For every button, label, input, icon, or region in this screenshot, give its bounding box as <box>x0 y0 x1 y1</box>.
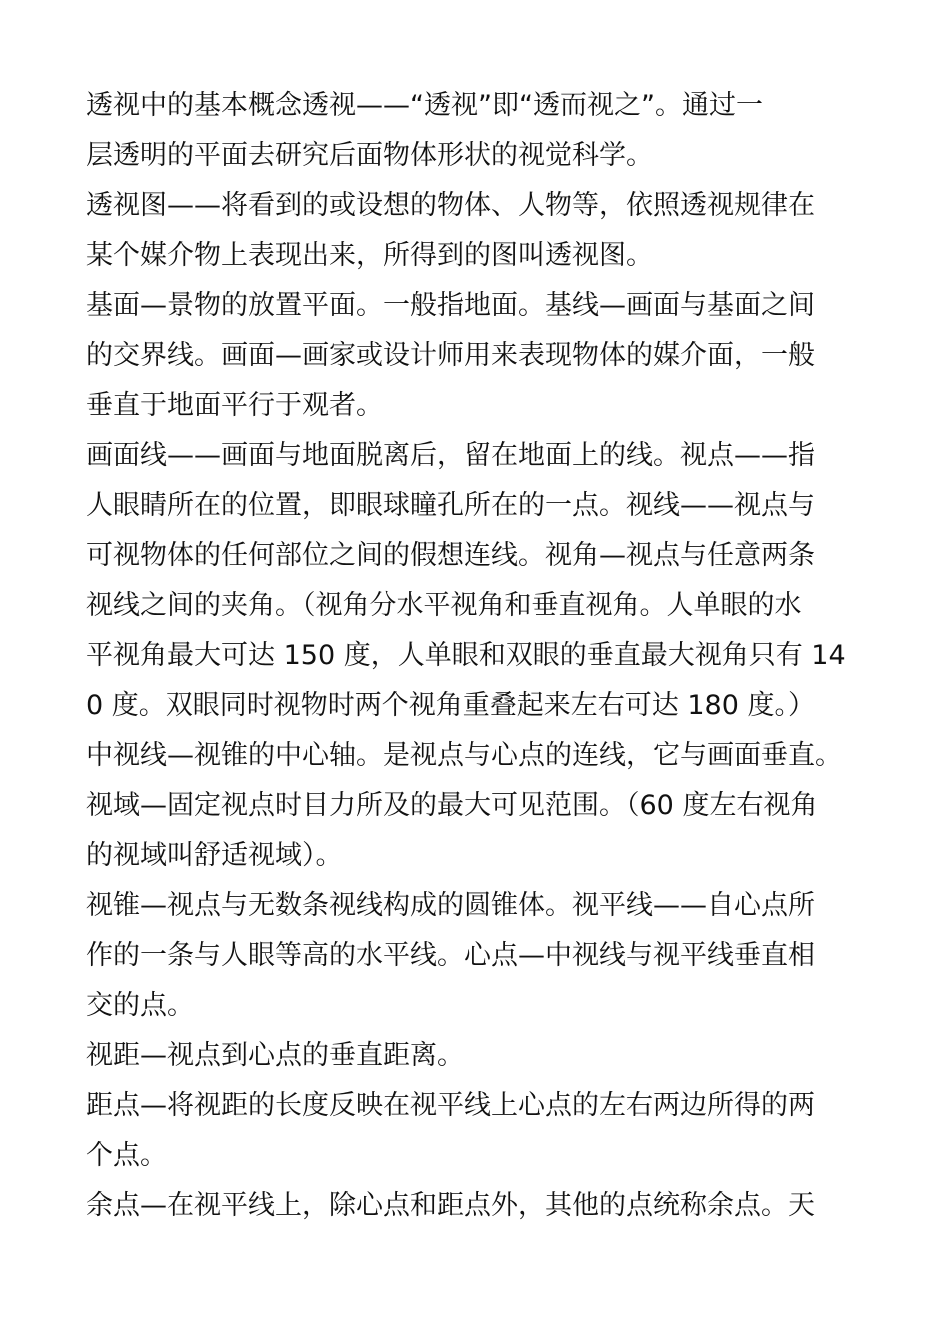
text-line: 视距—视点到心点的垂直距离。 <box>86 1040 464 1071</box>
text-line: 透视图——将看到的或设想的物体、人物等，依照透视规律在 <box>86 190 815 221</box>
text-line: 画面线——画面与地面脱离后，留在地面上的线。视点——指 <box>86 440 815 471</box>
text-line: 距点—将视距的长度反映在视平线上心点的左右两边所得的两 <box>86 1090 815 1121</box>
text-line: 平视角最大可达 150 度，人单眼和双眼的垂直最大视角只有 14 <box>86 640 846 671</box>
text-line: 可视物体的任何部位之间的假想连线。视角—视点与任意两条 <box>86 540 815 571</box>
text-line: 视线之间的夹角。（视角分水平视角和垂直视角。人单眼的水 <box>86 590 802 621</box>
text-line: 余点—在视平线上，除心点和距点外，其他的点统称余点。天 <box>86 1190 815 1221</box>
text-line: 交的点。 <box>86 990 194 1021</box>
text-line: 人眼睛所在的位置，即眼球瞳孔所在的一点。视线——视点与 <box>86 490 815 521</box>
text-line: 作的一条与人眼等高的水平线。心点—中视线与视平线垂直相 <box>86 940 815 971</box>
text-line: 垂直于地面平行于观者。 <box>86 390 383 421</box>
text-line: 中视线—视锥的中心轴。是视点与心点的连线，它与画面垂直。 <box>86 740 842 771</box>
text-line: 层透明的平面去研究后面物体形状的视觉科学。 <box>86 140 653 171</box>
text-line: 个点。 <box>86 1140 167 1171</box>
text-line: 视锥—视点与无数条视线构成的圆锥体。视平线——自心点所 <box>86 890 815 921</box>
text-line: 的视域叫舒适视域）。 <box>86 840 343 871</box>
text-line: 的交界线。画面—画家或设计师用来表现物体的媒介面，一般 <box>86 340 815 371</box>
text-line: 透视中的基本概念透视——“透视”即“透而视之”。通过一 <box>86 90 763 121</box>
text-line: 视域—固定视点时目力所及的最大可见范围。（60 度左右视角 <box>86 790 818 821</box>
text-line: 0 度。双眼同时视物时两个视角重叠起来左右可达 180 度。） <box>86 690 815 721</box>
text-line: 基面—景物的放置平面。一般指地面。基线—画面与基面之间 <box>86 290 815 321</box>
text-line: 某个媒介物上表现出来，所得到的图叫透视图。 <box>86 240 653 271</box>
